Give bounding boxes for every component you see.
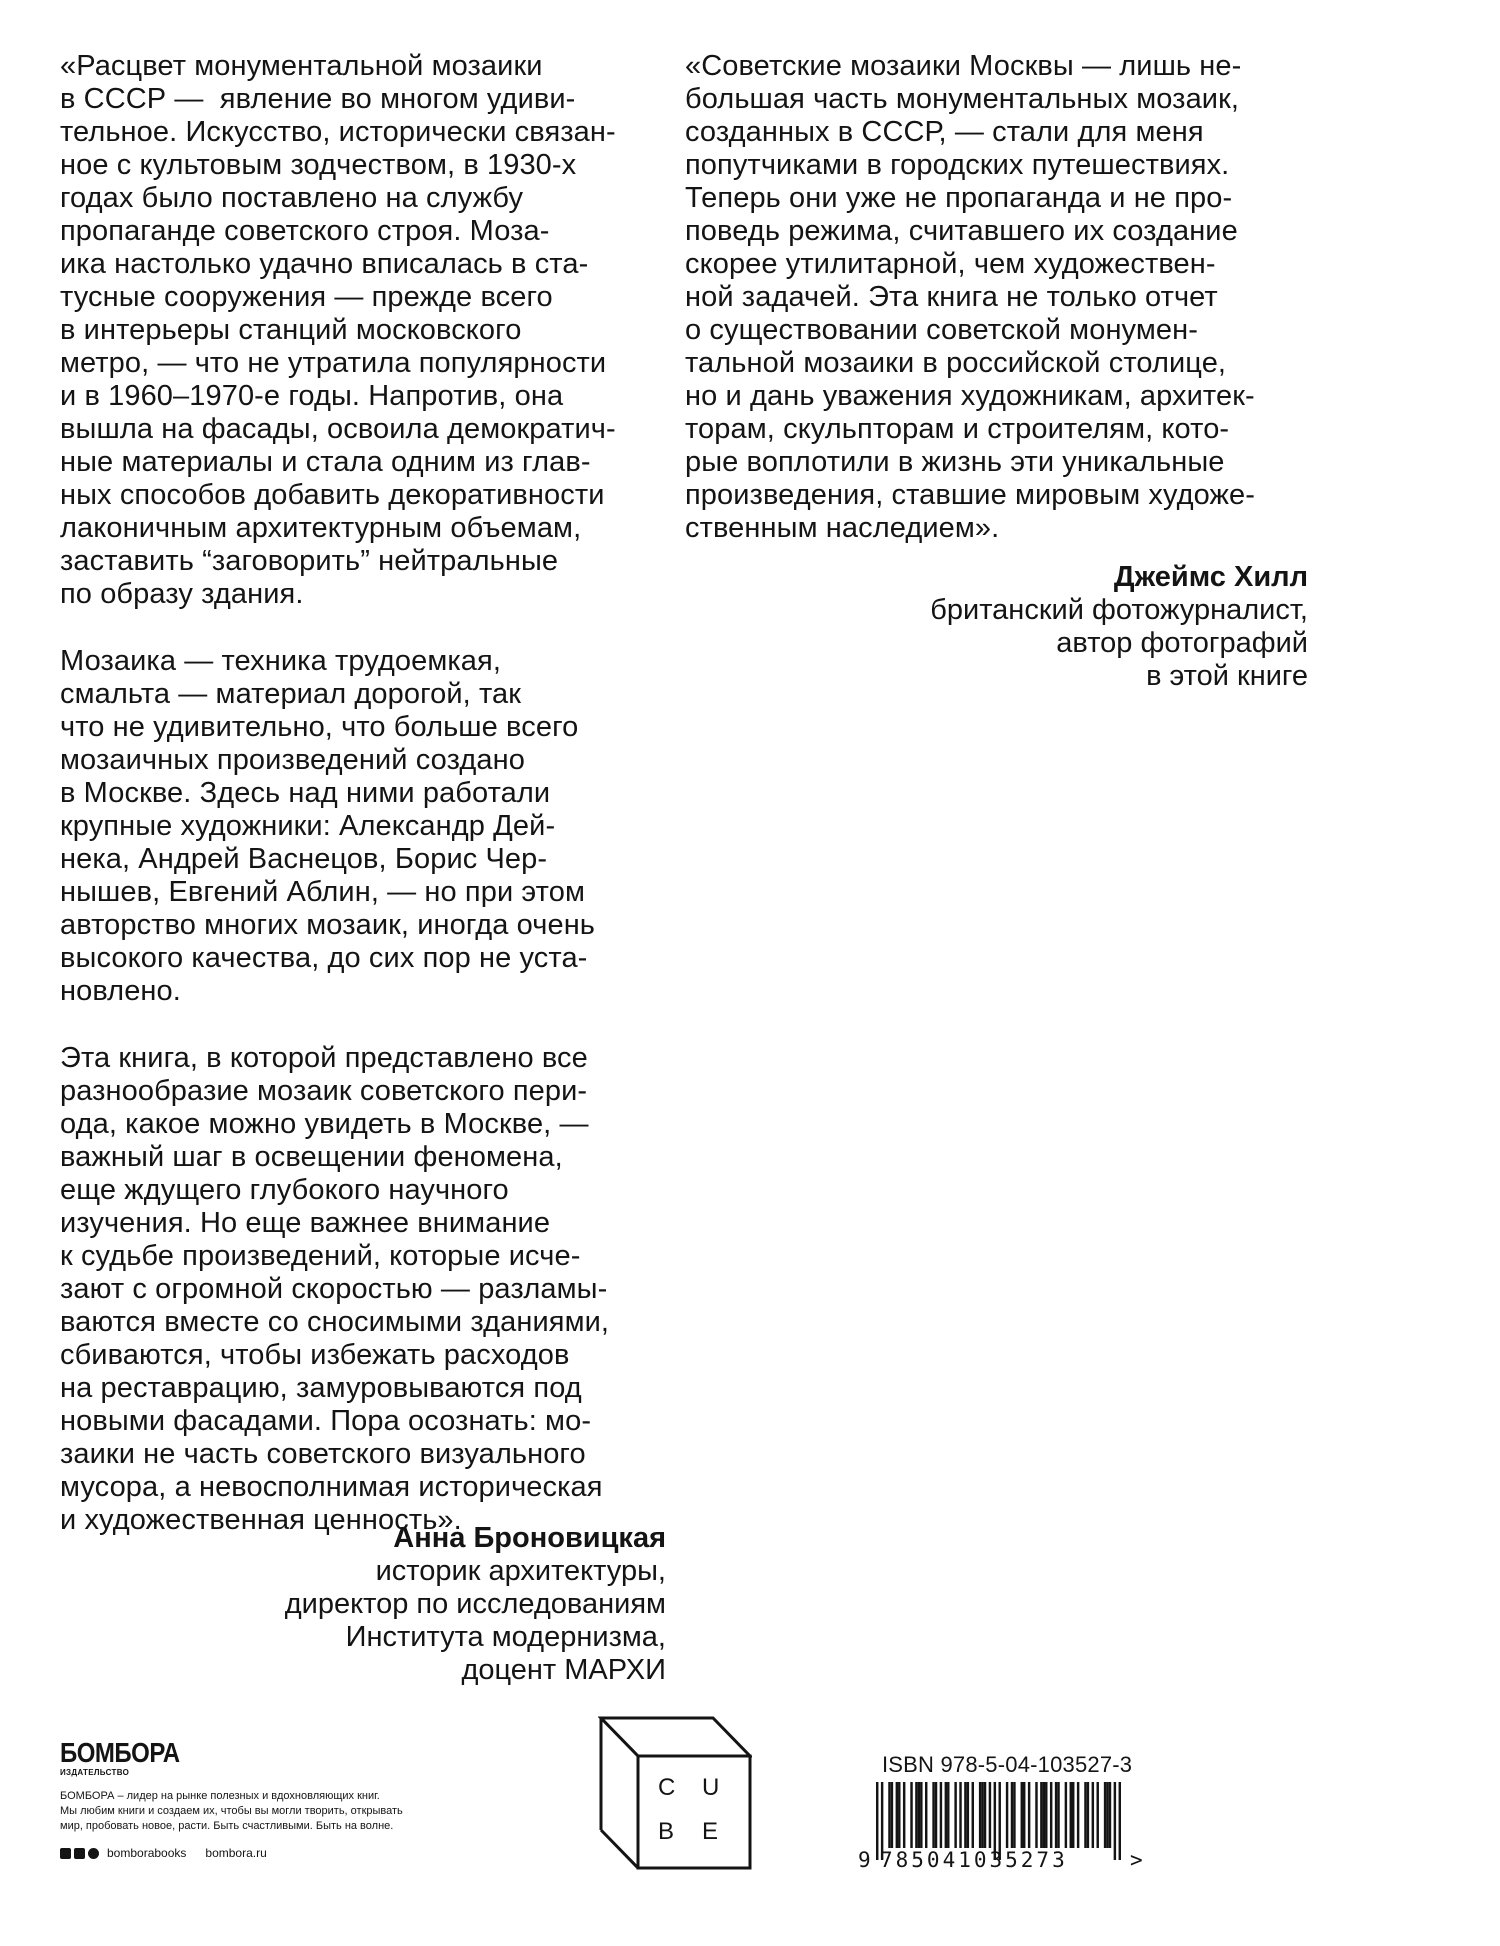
text-paragraph [60,50,680,611]
text-line: «Советские мозаики Москвы — лишь не- [685,50,1242,82]
barcode-bar [1013,1782,1015,1848]
barcode-bar [920,1782,922,1848]
text-line: Теперь они уже не пропаганда и не про- [685,182,1233,214]
text-line: большая часть монументальных мозаик, [685,83,1240,115]
barcode-bar [1070,1782,1072,1848]
barcode-bar [967,1782,969,1848]
text-line: новлено. [60,975,181,1007]
text-line: нека, Андрей Васнецов, Борис Чер- [60,843,548,875]
barcode-bar [1119,1782,1121,1860]
barcode-bar [1011,1782,1013,1848]
isbn-barcode [858,1752,1158,1882]
cube-letter: B [658,1818,675,1845]
barcode-bar [1006,1782,1008,1848]
barcode-bar [959,1782,961,1848]
text-line: сбиваются, чтобы избежать расходов [60,1339,570,1371]
cube-logo [598,1714,752,1870]
publisher-block [60,1737,500,1860]
barcode-bar [1114,1782,1116,1860]
text-line: скорее утилитарной, чем художествен- [685,248,1216,280]
barcode-bar [1021,1782,1023,1848]
barcode-bar [1087,1782,1089,1848]
barcode-bar [1043,1782,1045,1848]
barcode-bar [1077,1782,1079,1848]
text-line: тусные сооружения — прежде всего [60,281,553,313]
right-column-text [685,50,1325,579]
text-line: тальной мозаики в российской столице, [685,347,1227,379]
text-line: в интерьеры станций московского [60,314,522,346]
text-line: созданных в СССР, — стали для меня [685,116,1204,148]
text-line: заики не часть советского визуального [60,1438,586,1470]
barcode-bar [1065,1782,1067,1848]
barcode-bar [940,1782,942,1848]
text-line: новыми фасадами. Пора осознать: мо- [60,1405,592,1437]
text-paragraph [60,1042,680,1537]
barcode-bar [954,1782,956,1848]
text-line: вышла на фасады, освоила демократич- [60,413,616,445]
text-line: Эта книга, в которой представлено все [60,1042,588,1074]
barcode-bar [910,1782,912,1848]
text-line: пропаганде советского строя. Моза- [60,215,550,247]
publisher-social-row [60,1846,500,1860]
barcode-bar [1057,1782,1059,1848]
text-line: торам, скульпторам и строителям, кото- [685,413,1230,445]
isbn-number: ISBN 978-5-04-103527-3 [882,1752,1133,1777]
text-line: к судьбе произведений, которые исче- [60,1240,581,1272]
barcode-bar [896,1782,898,1848]
text-line: ода, какое можно увидеть в Москве, — [60,1108,589,1140]
barcode-bar [918,1782,920,1848]
barcode-bar [964,1782,966,1848]
text-line: авторство многих мозаик, иногда очень [60,909,596,941]
barcode-bar [1109,1782,1111,1848]
cube-letter: C [658,1774,676,1801]
text-line: произведения, ставшие мировым художе- [685,479,1256,511]
barcode-bar [1072,1782,1074,1848]
barcode-bar [932,1782,934,1848]
text-line: заставить “заговорить” нейтральные [60,545,559,577]
publisher-description-line: Мы любим книги и создаем их, чтобы вы могли творить, открывать [60,1805,403,1817]
barcode-first-digit: 9 [858,1848,874,1872]
text-line: в Москве. Здесь над ними работали [60,777,551,809]
signature-role-line: Института модернизма, [345,1621,666,1653]
text-line: ной задачей. Эта книга не только отчет [685,281,1218,313]
text-line: смальта — материал дорогой, так [60,678,522,710]
barcode-digits: 785041035273 [880,1848,1068,1872]
cube-letter: E [702,1818,719,1845]
barcode-bar [1040,1782,1042,1848]
text-line: рые воплотили в жизнь эти уникальные [685,446,1225,478]
barcode-bar [1106,1782,1108,1848]
text-line: ственным наследием». [685,512,1000,544]
text-line: разнообразие мозаик советского пери- [60,1075,588,1107]
left-column-text [60,50,680,1571]
text-line: мозаичных произведений создано [60,744,525,776]
text-line: на реставрацию, замуровываются под [60,1372,582,1404]
signature-role-line: доцент МАРХИ [461,1654,666,1686]
text-line: метро, — что не утратила популярности [60,347,607,379]
barcode-bar [1023,1782,1025,1848]
text-line: ные материалы и стала одним из глав- [60,446,591,478]
barcode-bar [981,1782,983,1848]
barcode-bar [891,1782,893,1848]
text-line: поведь режима, считавшего их создание [685,215,1238,247]
text-line: еще ждущего глубокого научного [60,1174,509,1206]
barcode-bar [903,1782,905,1848]
barcode-bar [984,1782,986,1848]
text-line: попутчиками в городских путешествиях. [685,149,1230,181]
barcode-bar [989,1782,991,1848]
text-line: в СССР — явление во многом удиви- [60,83,576,115]
publisher-website: bombora.ru [205,1846,267,1860]
text-line: ное с культовым зодчеством, в 1930-х [60,149,577,181]
text-line: и в 1960–1970-е годы. Напротив, она [60,380,564,412]
barcode-bar [898,1782,900,1848]
text-line: мусора, а невосполнимая историческая [60,1471,603,1503]
text-line: нышев, Евгений Аблин, — но при этом [60,876,585,908]
barcode-bar [1092,1782,1094,1848]
barcode-bar [1035,1782,1037,1848]
signature-role-line: британский фотожурналист, [930,594,1308,626]
barcode-bar [1055,1782,1057,1848]
publisher-description-line: БОМБОРА – лидер на рынке полезных и вдохновляющих книг. [60,1790,380,1802]
barcode-bar [1050,1782,1052,1848]
text-line: лаконичным архитектурным объемам, [60,512,582,544]
barcode-bar [979,1782,981,1848]
barcode-bar [972,1782,974,1848]
barcode-bar [1097,1782,1099,1848]
vk-icon [74,1848,85,1859]
barcode-bar [1028,1782,1030,1848]
signature-role-line: автор фотографий [1056,627,1308,659]
publisher-description [60,1789,500,1834]
text-line: «Расцвет монументальной мозаики [60,50,543,82]
signature-role-line: в этой книге [1146,660,1308,692]
text-line: изучения. Но еще важнее внимание [60,1207,551,1239]
text-line: по образу здания. [60,578,304,610]
publisher-logo: БОМБОРА [60,1737,180,1769]
signature-role-line: историк архитектуры, [375,1555,666,1587]
signature-name: Джеймс Хилл [1113,561,1308,593]
text-line: Мозаика — техника трудоемкая, [60,645,502,677]
text-line: зают с огромной скоростью — разламы- [60,1273,608,1305]
text-line: ика настолько удачно вписалась в ста- [60,248,589,280]
text-paragraph [685,50,1325,545]
barcode-bar [876,1782,878,1860]
text-line: и художественная ценность». [60,1504,462,1536]
barcode-bar [1084,1782,1086,1848]
text-line: но и дань уважения художникам, архитек- [685,380,1255,412]
barcode-bar [925,1782,927,1848]
barcode-end-marker: > [1130,1848,1146,1872]
facebook-icon [60,1848,71,1859]
signature-name: Анна Броновицкая [393,1522,666,1554]
text-line: годах было поставлено на службу [60,182,524,214]
barcode-bar [888,1782,890,1848]
text-line: о существовании советской монумен- [685,314,1198,346]
signature-role-line: директор по исследованиям [284,1588,666,1620]
text-line: ных способов добавить декоративности [60,479,605,511]
odnoklassniki-icon [88,1848,99,1859]
text-line: высокого качества, до сих пор не уста- [60,942,588,974]
text-paragraph [60,645,680,1008]
signature-bronovitskaya [60,1522,666,1687]
barcode-bar [935,1782,937,1848]
barcode-bar [1045,1782,1047,1848]
social-handle: bomborabooks [107,1846,187,1860]
text-line: важный шаг в освещении феномена, [60,1141,563,1173]
barcode-bar [915,1782,917,1848]
text-line: ваются вместе со сносимыми зданиями, [60,1306,610,1338]
publisher-description-line: мир, пробовать новое, расти. Быть счастливыми. Быть на волне. [60,1820,394,1832]
publisher-sublabel: ИЗДАТЕЛЬСТВО [60,1768,130,1777]
barcode-bar [947,1782,949,1848]
text-line: крупные художники: Александр Дей- [60,810,556,842]
barcode-bar [945,1782,947,1848]
text-line: тельное. Искусство, исторически связан- [60,116,616,148]
text-line: что не удивительно, что больше всего [60,711,579,743]
cube-letter: U [702,1774,720,1801]
barcode-bar [1104,1782,1106,1848]
signature-hill [685,561,1308,693]
